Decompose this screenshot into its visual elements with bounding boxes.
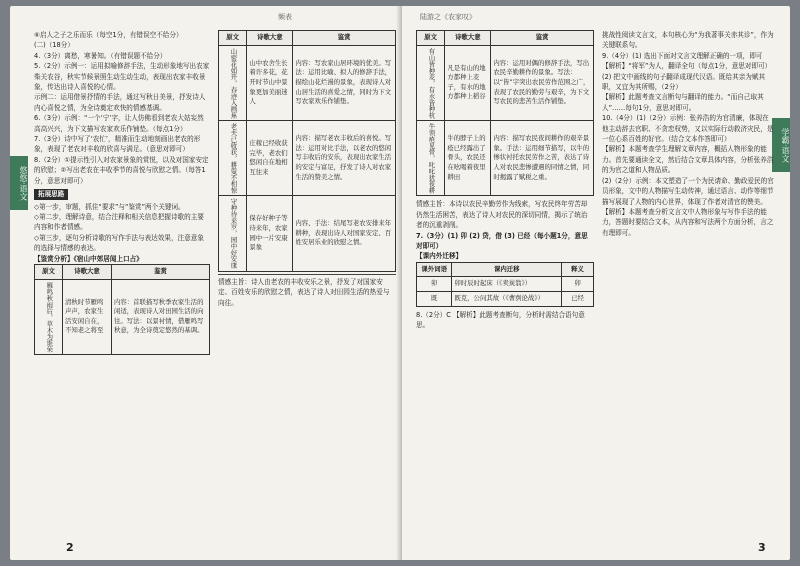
table-header: 释义 [562, 262, 594, 277]
table-title: 【鉴赏分析】《宿山中郊居闻上口占》 [34, 254, 143, 263]
table-cell-original: 雁鸣秋雨后，草木为谁荣 [35, 279, 63, 354]
page-number: 3 [758, 541, 766, 554]
table-cell-transfer: 既克，公问其故（《曹刿论战》） [452, 292, 562, 307]
left-page [10, 6, 402, 560]
table-cell-appreciation: 内容：写农家山居环境的优美。写法：运用比喻、拟人的修辞手法，描绘山花烂漫的景象，表现诗人对山居生活的喜爱之情，同时为下文写农家欢乐作铺垫。 [293, 45, 396, 120]
table-cell-meaning: 庄稼已经收获完毕，老农们悠闲自在地相互往来 [247, 121, 293, 196]
table-row [219, 196, 396, 271]
appreciation-table [218, 30, 396, 272]
answer-line: (2)（2分）示例：本文塑造了一个为民请命、勤政爱民的官员形象，文中的人物描写生动传神，通过语言、动作等细节描写展现了人物的内心世界，体现了作者对清官的赞美。 [602, 176, 774, 206]
table-cell-word: 既 [417, 292, 452, 307]
table-header: 鉴赏 [491, 31, 594, 46]
right-page [402, 6, 790, 560]
answer-line: 【解析】此题考查文言断句与翻译的能力。“而自己取其人”……每句1分，意思对即可。 [602, 93, 764, 112]
table-cell-appreciation: 内容：首联描写秋季农家生活的闲适，表现诗人对田园生活的向往。写法：以景衬情，借雁鸣写秋意，为全诗奠定悠然的基调。 [112, 279, 210, 354]
running-head: 陆游之《农家叹》 [420, 13, 476, 21]
table-header: 课内迁移 [452, 262, 562, 277]
table-header: 鉴赏 [293, 31, 396, 46]
table-cell-meaning: 已经 [562, 292, 594, 307]
table-cell-meaning: 山中农舍生长着许多花，花开时节山中景象更加美丽迷人 [247, 45, 293, 120]
section-line: ◇第二步，理解诗意，结合注释和相关信息把握诗歌的主要内容和作者情感。 [34, 212, 204, 232]
table-row [219, 121, 396, 196]
table-cell-original: 有山皆种麦，有水皆种杭 [417, 45, 445, 120]
answer-line: ⑥启人之子之乐而乐（每空1分，有错误空不给分） [34, 31, 183, 39]
summary-line: 情感主旨：本诗以农民辛勤劳作为线索，写农民终年劳苦却仍然生活困苦，表达了诗人对农民的深切同情，揭示了统治者的沉重剥削。 [416, 200, 588, 230]
table-row [417, 45, 594, 120]
table-header: 课外词语 [417, 262, 452, 277]
answer-line: 挑战性阅读文言文，本句核心为“为我著事关赤其诊”，作为关键联系句。 [602, 31, 774, 50]
answer-line: (2) 把文中画线的句子翻译成现代汉语。既给其亲为赋其职，又宜为其所赐，（2分） [602, 72, 766, 92]
transfer-table [416, 262, 594, 307]
table-cell-original: 牛领疮见骨，叱叱犹夜耕 [417, 121, 445, 196]
page-number: 2 [66, 541, 74, 554]
table-cell-word: 卯 [417, 277, 452, 292]
table-header: 原文 [417, 31, 445, 46]
table-cell-appreciation: 内容：运用对偶的修辞手法，写出农民辛勤耕作的景象。写法：以“皆”字突出农民劳作范围之广，表现了农民的勤劳与艰辛，为下文写农民的悲苦生活作铺垫。 [491, 45, 594, 120]
right-page-tab: 学霸·语文 [772, 118, 790, 172]
appreciation-table [34, 264, 210, 355]
table-header: 原文 [35, 264, 63, 279]
table-cell-meaning: 保存好种子等待来年，农家园中一片安康景象 [247, 196, 293, 271]
table-header: 鉴赏 [112, 264, 210, 279]
table-row [417, 121, 594, 196]
answer-line: 8.（2分）①提示性引入对农家景象的赏悦，以及对国家安定的欣慰；②写出老农在丰收季节的喜悦与欣慰之情。（每答1分，意思对即可） [34, 155, 209, 185]
left-page-tab: 悠悠·语文 [10, 156, 28, 210]
table-header: 诗歌大意 [445, 31, 491, 46]
answer-line: 8.（2分）C 【解析】此题考查断句，分析时需结合语句意思。 [416, 310, 585, 330]
table-header: 诗歌大意 [63, 264, 112, 279]
answer-line: 5.（2分）示例一：运用拟喻修辞手法，生动形象地写出农家柴关农谷，秋实节候景照生动生动生动，表现出农家丰收景象，传达出诗人喜悦的心情。 [34, 62, 210, 92]
table-header: 原文 [219, 31, 247, 46]
table-row [35, 279, 210, 354]
answer-line: 10.（4分）(1)（2分）示例：张养浩的为官清廉，体现在他主动辞去官职、不贪恋权势，又以实际行动救济灾民，是一位心系百姓的好官。（结合文本作答即可） [602, 114, 774, 144]
answer-line: 9.（4分）(1) 选出下面对文言文理解正确的一项，即可【解析】“将军”为人，翻译全句（每点1分，意思对即可） [602, 51, 772, 71]
table-cell-transfer: 卯时辰时起床（《卖炭翁》） [452, 277, 562, 292]
right-column-1 [416, 30, 594, 330]
table-title: 【课内外迁移】 [416, 252, 463, 261]
left-column-2 [218, 30, 396, 308]
section-title: 拓展思路 [34, 189, 68, 199]
table-cell-meaning: 卯 [562, 277, 594, 292]
left-column-1 [34, 30, 210, 355]
table-cell-appreciation: 内容：描写老农丰收后的喜悦。写法：运用对比手法，以老农的悠闲写丰收后的安乐，表现出农家生活的安定与富足，抒发了诗人对农家生活的赞美之情。 [293, 121, 396, 196]
table-cell-original: 山密花如开，春迹入画蕉 [219, 45, 247, 120]
section-line: ◇第三步，逐句分析诗歌的写作手法与表达效果，注意意象的选择与情感的表达。 [34, 233, 204, 253]
table-cell-original: 守种待来岁，园中好安康 [219, 196, 247, 271]
section-line: ◇第一步，审题，抓住“要求”与“鉴赏”两个关键词。 [34, 202, 185, 211]
table-cell-meaning: 凡是有山的地方都种上麦子，有水的地方都种上稻谷 [445, 45, 491, 120]
table-cell-meaning: 牛的脖子上的疮已经露出了骨头，农民还在吆喝着夜里耕田 [445, 121, 491, 196]
table-cell-meaning: 清秋时节雁鸣声声，农家生活安闲自在，不知老之将至 [63, 279, 112, 354]
answer-line: 【解析】本题考查分析文言文中人物形象与写作手法的能力，答题时要结合文本，从内容和写法两个方面分析，言之有理即可。 [602, 207, 774, 237]
answer-line: 6.（3分）示例：“一个‘宁’字，让人仿佛看到老农大姑妄然高高兴兴，为下文描写农家欢乐作铺垫。（每点1分） [34, 114, 204, 133]
answer-line: 【解析】本题考查学生理解文章内容，概括人物形象的能力。首先要通读全文，然后结合文章具体内容，分析张养浩的为官之道和人物品质。 [602, 145, 774, 175]
answer-line: 7.（3分）诗中写了‘农忙’，精准而生动地刻画出老农的形象，表现了老农对丰收的欣喜与满足。（意思对即可） [34, 135, 201, 154]
running-head: 频表 [278, 13, 292, 21]
appreciation-table [416, 30, 594, 196]
answer-line: 7.（3分）(1) 卯 (2) 贷，借 (3) 已经（每小题1分，意思对即可） [416, 231, 588, 251]
table-row [417, 292, 594, 307]
table-cell-appreciation: 内容、手法：结尾写老农安排来年耕种，表现出诗人对国家安定、百姓安居乐业的欣慰之情。 [293, 196, 396, 271]
table-header: 诗歌大意 [247, 31, 293, 46]
table-cell-appreciation: 内容：描写农民夜间耕作的艰辛景象。手法：运用细节描写，以牛的惨状衬托农民劳作之苦，表达了诗人对农民悲惨遭遇的同情之情，同时揭露了赋税之重。 [491, 121, 594, 196]
table-cell-original: 老夫已收获，耕叟不相惊 [219, 121, 247, 196]
table-row [417, 277, 594, 292]
answer-line: 4.（3分）离愁，寒暑知。（有错误题不给分） [34, 51, 167, 60]
answer-line: (二)（18分） [34, 41, 74, 50]
right-column-2 [602, 30, 774, 238]
answer-line: 示例二：运用借景抒情的手法，通过写秋日美景，抒发诗人内心喜悦之情，为全诗奠定欢快的情感基调。 [34, 93, 206, 112]
summary-line: 情感主旨：诗人由老农的丰收安乐之景，抒发了对国家安定、百姓安乐的欣慰之情，表达了诗人对田园生活的热爱与向往。 [218, 277, 390, 307]
table-row [219, 45, 396, 120]
